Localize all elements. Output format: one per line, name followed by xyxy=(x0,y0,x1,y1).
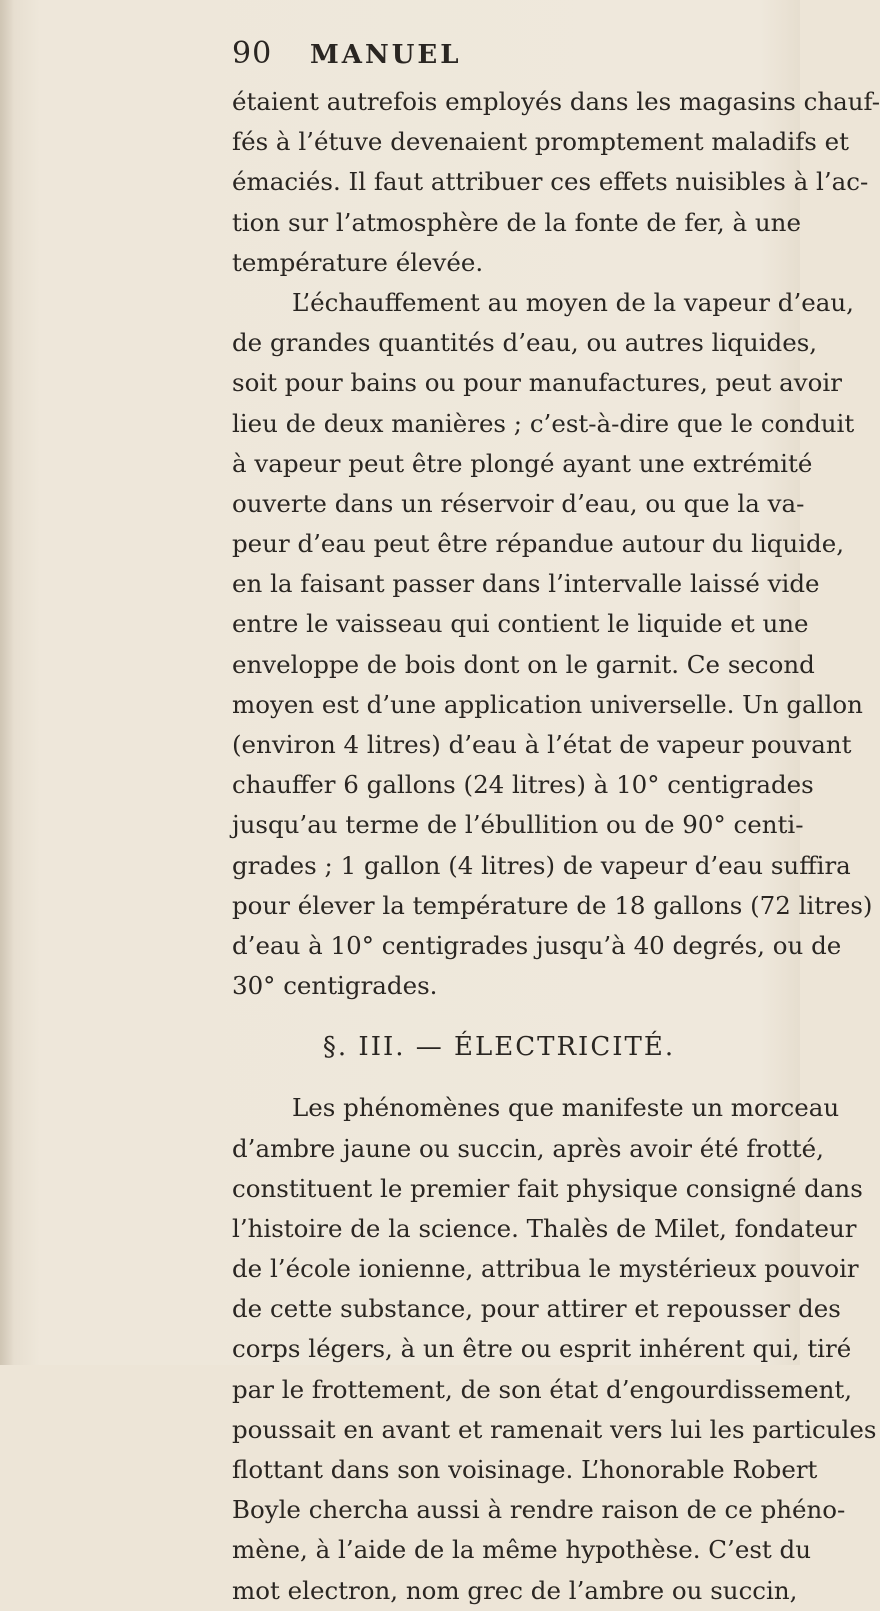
body-text xyxy=(232,82,880,1611)
text-line: corps légers, à un être ou esprit inhérent qui, tiré xyxy=(232,1334,852,1364)
running-title: MANUEL xyxy=(310,40,462,70)
text-line: Les phénomènes que manifeste un morceau xyxy=(292,1093,840,1123)
text-line: soit pour bains ou pour manufactures, peut avoir xyxy=(232,368,842,398)
text-line: mot electron, nom grec de l’ambre ou succin, xyxy=(232,1575,798,1605)
text-line: moyen est d’une application universelle. Un gallon xyxy=(232,689,863,719)
text-line: entre le vaisseau qui contient le liquide et une xyxy=(232,609,809,639)
section-heading: §. III. — ÉLECTRICITÉ. xyxy=(322,1032,676,1063)
text-line: température élevée. xyxy=(232,247,484,277)
text-line: constituent le premier fait physique consigné dans xyxy=(232,1173,863,1203)
text-line: par le frottement, de son état d’engourdissement, xyxy=(232,1374,852,1404)
text-line: Boyle chercha aussi à rendre raison de ce phéno- xyxy=(232,1495,846,1525)
text-line: étaient autrefois employés dans les magasins chauf- xyxy=(232,87,880,116)
text-line: de cette substance, pour attirer et repousser des xyxy=(232,1294,841,1324)
text-line: fés à l’étuve devenaient promptement maladifs et xyxy=(232,127,849,157)
text-line: en la faisant passer dans l’intervalle laissé vide xyxy=(232,569,820,599)
text-line: de l’école ionienne, attribua le mystérieux pouvoir xyxy=(232,1254,859,1284)
paragraph-2 xyxy=(232,283,873,1006)
text-line: peur d’eau peut être répandue autour du liquide, xyxy=(232,529,845,559)
text-line: grades ; 1 gallon (4 litres) de vapeur d’eau suffira xyxy=(232,850,851,880)
paragraph-3 xyxy=(232,1088,877,1610)
text-line: L’échauffement au moyen de la vapeur d’eau, xyxy=(292,287,854,317)
text-line: l’histoire de la science. Thalès de Milet, fondateur xyxy=(232,1213,857,1243)
text-line: (environ 4 litres) d’eau à l’état de vapeur pouvant xyxy=(232,730,852,759)
text-line: enveloppe de bois dont on le garnit. Ce second xyxy=(232,649,815,679)
page-header xyxy=(0,36,800,86)
text-line: chauffer 6 gallons (24 litres) à 10° centigrades xyxy=(232,770,814,800)
text-line: mène, à l’aide de la même hypothèse. C’est du xyxy=(232,1535,811,1565)
text-line: 30° centigrades. xyxy=(232,971,438,1001)
text-line: poussait en avant et ramenait vers lui les particules xyxy=(232,1414,877,1444)
text-line: jusqu’au terme de l’ébullition ou de 90° centi- xyxy=(232,810,804,840)
text-line: émaciés. Il faut attribuer ces effets nuisibles à l’ac- xyxy=(232,167,869,197)
text-line: flottant dans son voisinage. L’honorable Robert xyxy=(232,1455,818,1484)
text-line: d’eau à 10° centigrades jusqu’à 40 degrés, ou de xyxy=(232,930,842,960)
paragraph-1 xyxy=(232,82,880,283)
text-line: ouverte dans un réservoir d’eau, ou que la va- xyxy=(232,488,805,518)
text-line: pour élever la température de 18 gallons (72 litres) xyxy=(232,890,873,920)
page-edge-shadow xyxy=(0,0,14,1365)
text-line: à vapeur peut être plongé ayant une extrémité xyxy=(232,448,813,478)
text-line: d’ambre jaune ou succin, après avoir été frotté, xyxy=(232,1133,824,1163)
text-line: de grandes quantités d’eau, ou autres liquides, xyxy=(232,328,818,358)
page-number: 90 xyxy=(232,36,273,71)
text-line: tion sur l’atmosphère de la fonte de fer, à une xyxy=(232,207,801,237)
text-line: lieu de deux manières ; c’est-à-dire que le conduit xyxy=(232,408,855,438)
